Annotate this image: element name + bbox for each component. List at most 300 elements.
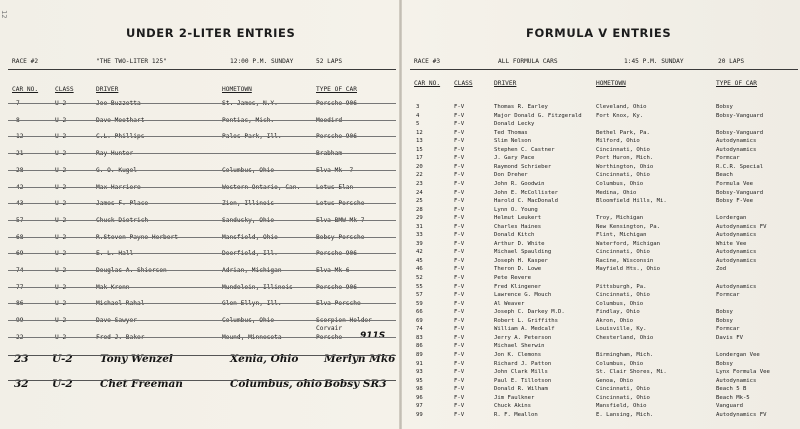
car-type: Formcar bbox=[716, 155, 740, 162]
car-class: F-V bbox=[454, 360, 465, 367]
car-class: F-V bbox=[454, 309, 465, 316]
hometown: Waterford, Michigan bbox=[596, 240, 660, 247]
row-underline bbox=[8, 287, 396, 288]
car-number: 5 bbox=[416, 121, 420, 128]
car-type: Davis FV bbox=[716, 334, 743, 341]
row-underline bbox=[8, 270, 396, 271]
race-number: RACE #2 bbox=[12, 58, 39, 65]
hometown: Troy, Michigan bbox=[596, 215, 644, 222]
hometown: Findlay, Ohio bbox=[596, 309, 640, 316]
row-underline bbox=[8, 170, 396, 171]
driver-name: Major Donald G. Fitzgerald bbox=[494, 112, 582, 119]
car-type: Autodynamics bbox=[716, 257, 757, 264]
car-class: F-V bbox=[454, 240, 465, 247]
car-class: F-V bbox=[454, 326, 465, 333]
car-number: 28 bbox=[16, 166, 24, 174]
row-underline bbox=[8, 355, 396, 356]
hometown: Columbus, Ohio bbox=[222, 317, 275, 325]
race-laps: 20 LAPS bbox=[718, 58, 745, 65]
car-number: 3 bbox=[416, 104, 420, 110]
hometown: Cincinnati, Ohio bbox=[596, 146, 650, 153]
car-number: 74 bbox=[16, 267, 24, 274]
hometown: Pontiac, Mich. bbox=[222, 116, 275, 124]
car-number: 28 bbox=[416, 206, 423, 213]
hometown: Adrian, Michigan bbox=[222, 267, 282, 274]
hometown: Genoa, Ohio bbox=[596, 377, 634, 384]
formula-v-title: FORMULA V ENTRIES bbox=[526, 26, 672, 40]
driver-name: Pete Revere bbox=[494, 275, 532, 281]
car-class: U-2 bbox=[55, 150, 67, 158]
car-number: 7 bbox=[16, 100, 20, 107]
driver-name: Tony Wenzel bbox=[100, 353, 173, 365]
car-number: 89 bbox=[416, 351, 423, 358]
car-class: F-V bbox=[454, 403, 465, 410]
row-underline bbox=[8, 237, 396, 238]
car-class: U-2 bbox=[55, 166, 67, 174]
driver-name: Ray Hunter bbox=[96, 150, 134, 158]
car-class: F-V bbox=[454, 215, 465, 222]
car-type: Formula Vee bbox=[716, 180, 754, 187]
car-class: U-2 bbox=[55, 100, 67, 107]
car-number: 45 bbox=[416, 257, 423, 264]
driver-name: Donald Lecky bbox=[494, 121, 535, 128]
car-type: Autodynamics FV bbox=[716, 411, 767, 418]
car-type: Porsche 906 bbox=[316, 133, 357, 141]
hometown: Columbus, ohio bbox=[230, 378, 322, 390]
hometown: Pittsburgh, Pa. bbox=[596, 283, 647, 290]
car-number: 29 bbox=[416, 215, 423, 222]
hometown: Louisville, Ky. bbox=[596, 326, 647, 333]
car-number: 13 bbox=[416, 138, 423, 145]
car-number: 95 bbox=[416, 377, 423, 384]
row-underline bbox=[8, 120, 396, 121]
header-rule bbox=[410, 69, 798, 70]
car-class: F-V bbox=[454, 206, 465, 213]
car-class: F-V bbox=[454, 172, 465, 179]
driver-name: James F. Place bbox=[96, 200, 149, 208]
car-type: Autodynamics bbox=[716, 283, 757, 290]
car-number: 66 bbox=[416, 309, 423, 316]
row-underline bbox=[8, 337, 396, 338]
car-number: 12 bbox=[416, 129, 423, 136]
car-type: White Vee bbox=[716, 240, 747, 247]
row-underline bbox=[8, 253, 396, 254]
car-class: F-V bbox=[454, 257, 465, 264]
race-laps: 52 LAPS bbox=[316, 58, 343, 65]
row-underline bbox=[8, 320, 396, 321]
car-type: Beach Mk-5 bbox=[716, 394, 750, 401]
driver-name: R.Steven Payne Herbert bbox=[96, 233, 178, 241]
car-class: F-V bbox=[454, 223, 465, 230]
car-class: U-2 bbox=[55, 200, 67, 208]
driver-name: J. Gary Pace bbox=[494, 155, 535, 162]
car-type: Moodird bbox=[316, 116, 343, 124]
car-number: 91 bbox=[416, 360, 423, 367]
car-class: F-V bbox=[454, 334, 465, 341]
car-class: F-V bbox=[454, 189, 465, 196]
car-number: 57 bbox=[416, 292, 423, 299]
driver-name: Joseph C. Darkey M.D. bbox=[494, 309, 565, 316]
car-class: F-V bbox=[454, 275, 465, 281]
car-number: 86 bbox=[16, 300, 24, 308]
header-rule bbox=[8, 69, 396, 70]
hometown: Flint, Michigan bbox=[596, 232, 647, 239]
car-class: F-V bbox=[454, 129, 465, 136]
col-driver: DRIVER bbox=[96, 86, 119, 93]
car-number: 97 bbox=[416, 403, 423, 410]
driver-name: Lawrence G. Mouch bbox=[494, 292, 552, 299]
row-underline bbox=[8, 303, 396, 304]
driver-name: Michael Sherwin bbox=[494, 343, 545, 350]
car-number: 99 bbox=[416, 411, 423, 418]
car-class: U-2 bbox=[55, 233, 67, 241]
car-number: 42 bbox=[16, 183, 24, 191]
driver-name: John Clark Mills bbox=[494, 369, 548, 376]
row-underline bbox=[8, 380, 396, 381]
car-number: 42 bbox=[416, 249, 423, 256]
car-type: Lordergan bbox=[716, 215, 747, 222]
race-name: "THE TWO-LITER 125" bbox=[96, 58, 167, 65]
car-type: Lotus Elan bbox=[316, 183, 354, 191]
car-class: F-V bbox=[454, 138, 465, 145]
hometown: St. Clair Shores, Mi. bbox=[596, 369, 667, 376]
car-type: Beach 5 B bbox=[716, 386, 747, 393]
car-number: 31 bbox=[416, 223, 423, 230]
driver-name: Charles Haines bbox=[494, 223, 542, 230]
driver-name: Michael Spaulding bbox=[494, 249, 552, 256]
car-class: F-V bbox=[454, 146, 465, 153]
driver-name: Donald R. Wilham bbox=[494, 386, 548, 393]
driver-name: Al Weaver bbox=[494, 300, 525, 307]
driver-name: R. F. Meallon bbox=[494, 411, 538, 418]
car-number: 22 bbox=[16, 333, 24, 341]
hometown: Akron, Ohio bbox=[596, 317, 634, 324]
driver-name: Fred Klingener bbox=[494, 283, 542, 290]
car-class: U-2 bbox=[55, 283, 67, 291]
hometown: Medina, Ohio bbox=[596, 189, 637, 196]
hometown: Worthington, Ohio bbox=[596, 163, 654, 170]
hometown: Cincinnati, Ohio bbox=[596, 386, 650, 393]
car-number: 99 bbox=[16, 317, 24, 325]
row-underline bbox=[8, 136, 396, 137]
car-type: Autodynamics bbox=[716, 232, 757, 239]
car-number: 8 bbox=[16, 116, 20, 124]
driver-name: Chuck Akins bbox=[494, 403, 532, 410]
hometown: Columbus, Ohio bbox=[596, 180, 644, 187]
driver-name: C.L. Phillips bbox=[96, 133, 145, 141]
handwritten-model-note: 911S bbox=[360, 330, 386, 341]
car-number: 21 bbox=[16, 150, 24, 158]
car-class: U-2 bbox=[55, 317, 67, 325]
car-type: Autodynamics bbox=[716, 138, 757, 145]
col-class: CLASS bbox=[55, 86, 74, 93]
car-class: F-V bbox=[454, 121, 465, 128]
car-class: U-2 bbox=[55, 333, 67, 341]
car-type: Porsche 906 bbox=[316, 100, 357, 107]
hometown: Cincinnati, Ohio bbox=[596, 394, 650, 401]
hometown: Bloomfield Hills, Mi. bbox=[596, 198, 667, 205]
car-type: Autodynamics bbox=[716, 249, 757, 256]
driver-name: Chet Freeman bbox=[100, 378, 183, 390]
hometown: Xenia, Ohio bbox=[230, 353, 299, 365]
driver-name: Arthur D. White bbox=[494, 240, 545, 247]
car-class: F-V bbox=[454, 266, 465, 273]
car-class: U-2 bbox=[55, 133, 67, 141]
car-number: 22 bbox=[416, 172, 423, 179]
car-number: 23 bbox=[416, 180, 423, 187]
driver-name: Helmut Leukert bbox=[494, 215, 542, 222]
car-number: 59 bbox=[416, 300, 423, 307]
driver-name: Paul E. Tillotson bbox=[494, 377, 552, 384]
car-type: Elva Mk -7 bbox=[316, 166, 354, 174]
driver-name: William A. Medcalf bbox=[494, 326, 555, 333]
hometown: Columbus, Ohio bbox=[596, 360, 644, 367]
car-number: 69 bbox=[416, 317, 423, 324]
driver-name: Max Harriere bbox=[96, 183, 141, 191]
car-number: 57 bbox=[16, 216, 24, 224]
col-car-no: CAR NO. bbox=[414, 80, 441, 87]
race-number: RACE #3 bbox=[414, 58, 441, 65]
driver-name: Michael Rahal bbox=[96, 300, 145, 308]
driver-name: Don Dreher bbox=[494, 172, 528, 179]
car-type: Bobsy bbox=[716, 360, 733, 367]
driver-name: John E. McCollister bbox=[494, 189, 558, 196]
race-name: ALL FORMULA CARS bbox=[498, 58, 558, 65]
car-type: Lotus-Porsche bbox=[316, 200, 365, 208]
under-2-liter-sheet bbox=[8, 0, 396, 429]
driver-name: Theron D. Lowe bbox=[494, 266, 542, 273]
car-class: F-V bbox=[454, 112, 465, 119]
row-underline bbox=[8, 220, 396, 221]
hometown: Chesterland, Ohio bbox=[596, 334, 654, 341]
car-type: Bobsy SR3 bbox=[324, 378, 387, 390]
hometown: Mundelein, Illinois bbox=[222, 283, 293, 291]
car-class: F-V bbox=[454, 163, 465, 170]
col-type: TYPE OF CAR bbox=[316, 86, 357, 93]
car-class: F-V bbox=[454, 104, 465, 110]
driver-name: Jerry A. Peterson bbox=[494, 334, 552, 341]
car-class: F-V bbox=[454, 292, 465, 299]
car-type: Porsche 906 bbox=[316, 283, 357, 291]
hometown: Fort Knox, Ky. bbox=[596, 112, 644, 119]
car-class: U-2 bbox=[55, 267, 67, 274]
car-type-line2: Corvair bbox=[316, 325, 343, 333]
car-class: U-2 bbox=[55, 183, 67, 191]
car-number: 69 bbox=[16, 250, 24, 258]
car-type: Lynx Formula Vee bbox=[716, 369, 770, 376]
hometown: E. Lansing, Mich. bbox=[596, 411, 654, 418]
car-class: F-V bbox=[454, 300, 465, 307]
car-number: 4 bbox=[416, 112, 420, 119]
car-number: 43 bbox=[16, 200, 24, 208]
driver-name: Donald Kitch bbox=[494, 232, 535, 239]
car-number: 17 bbox=[416, 155, 423, 162]
car-class: F-V bbox=[454, 180, 465, 187]
hometown: Glen Ellyn, Ill. bbox=[222, 300, 282, 308]
car-class: U-2 bbox=[55, 216, 67, 224]
col-car-no: CAR NO. bbox=[12, 86, 39, 93]
car-class: F-V bbox=[454, 411, 465, 418]
car-type: Bobsy-Vanguard bbox=[716, 189, 764, 196]
driver-name: Raymond Schrieber bbox=[494, 163, 552, 170]
car-number: 15 bbox=[416, 146, 423, 153]
car-number: 46 bbox=[416, 266, 423, 273]
car-class: F-V bbox=[454, 155, 465, 162]
car-number: 93 bbox=[416, 369, 423, 376]
car-number: 12 bbox=[16, 133, 24, 141]
hometown: Birmingham, Mich. bbox=[596, 351, 654, 358]
car-class: U-2 bbox=[55, 116, 67, 124]
driver-name: Richard J. Patton bbox=[494, 360, 552, 367]
car-number: 39 bbox=[416, 240, 423, 247]
hometown: Mansfield, Ohio bbox=[596, 403, 647, 410]
car-class: U-2 bbox=[55, 300, 67, 308]
hometown: Mound, Minnesota bbox=[222, 333, 282, 341]
car-type: Bobsy bbox=[716, 317, 733, 324]
hometown: Port Huron, Mich. bbox=[596, 155, 654, 162]
car-number: 55 bbox=[416, 283, 423, 290]
driver-name: Harold C. MacDonald bbox=[494, 198, 558, 205]
hometown: Western Ontario, Can. bbox=[222, 183, 301, 191]
page-fold bbox=[399, 0, 402, 429]
car-class: F-V bbox=[454, 394, 465, 401]
car-type: Elva BMW Mk-7 bbox=[316, 216, 365, 224]
car-type: Bobsy-Vanguard bbox=[716, 129, 764, 136]
car-type: Vanguard bbox=[716, 403, 743, 410]
hometown: Deerfield, Ill. bbox=[222, 250, 278, 258]
car-class: F-V bbox=[454, 198, 465, 205]
hometown: Zion, Illinois bbox=[222, 200, 275, 208]
driver-name: Robert L. Griffiths bbox=[494, 317, 558, 324]
driver-name: Ted Thomas bbox=[494, 129, 528, 136]
col-hometown: HOMETOWN bbox=[222, 86, 252, 93]
car-type: Porsche bbox=[316, 333, 343, 341]
col-hometown: HOMETOWN bbox=[596, 80, 626, 87]
hometown: Columbus, Ohio bbox=[222, 166, 275, 174]
car-number: 32 bbox=[14, 378, 29, 390]
driver-name: Slim Nelson bbox=[494, 138, 532, 145]
car-type: R.C.R. Special bbox=[716, 163, 764, 170]
car-type: Scorpion Holder bbox=[316, 317, 372, 325]
hometown: Cincinnati, Ohio bbox=[596, 249, 650, 256]
driver-name: Dave Moothart bbox=[96, 116, 145, 124]
driver-name: Thomas R. Earley bbox=[494, 104, 548, 110]
race-time: 1:45 P.M. SUNDAY bbox=[624, 58, 684, 65]
driver-name: Lynn O. Young bbox=[494, 206, 538, 213]
car-class: F-V bbox=[454, 317, 465, 324]
car-number: 24 bbox=[416, 189, 423, 196]
driver-name: Joe Buzzetta bbox=[96, 100, 141, 107]
driver-name: Jim Faulkner bbox=[494, 394, 535, 401]
car-class: F-V bbox=[454, 283, 465, 290]
car-number: 98 bbox=[416, 386, 423, 393]
row-underline bbox=[8, 187, 396, 188]
driver-name: Chuck Dietrich bbox=[96, 216, 149, 224]
driver-name: Dave Sawyer bbox=[96, 317, 137, 325]
driver-name: John R. Goodwin bbox=[494, 180, 545, 187]
car-number: 68 bbox=[16, 233, 24, 241]
car-class: U-2 bbox=[52, 353, 73, 365]
formula-v-sheet bbox=[410, 0, 798, 429]
car-type: Elva Porsche bbox=[316, 300, 361, 308]
car-type: Porsche 906 bbox=[316, 250, 357, 258]
car-class: F-V bbox=[454, 369, 465, 376]
car-type: Formcar bbox=[716, 292, 740, 299]
car-class: F-V bbox=[454, 386, 465, 393]
hometown: Sandusky, Ohio bbox=[222, 216, 275, 224]
row-underline bbox=[8, 203, 396, 204]
car-type: Elva Mk-6 bbox=[316, 267, 350, 274]
col-driver: DRIVER bbox=[494, 80, 517, 87]
car-class: F-V bbox=[454, 232, 465, 239]
page-edge-mark: 12 bbox=[0, 10, 8, 19]
driver-name: G. O. Kugel bbox=[96, 166, 137, 174]
car-type: Brabham bbox=[316, 150, 343, 158]
hometown: Mayfield Hts., Ohio bbox=[596, 266, 660, 273]
driver-name: Fred J. Baker bbox=[96, 333, 145, 341]
car-class: F-V bbox=[454, 351, 465, 358]
driver-name: Jon K. Clemons bbox=[494, 351, 542, 358]
hometown: Cleveland, Ohio bbox=[596, 104, 647, 110]
car-class: U-2 bbox=[55, 250, 67, 258]
car-type: Zod bbox=[716, 266, 727, 273]
car-type: Bobsy bbox=[716, 104, 733, 110]
car-number: 23 bbox=[14, 353, 29, 365]
hometown: Cincinnati, Ohio bbox=[596, 292, 650, 299]
car-type: Autodynamics bbox=[716, 146, 757, 153]
car-type: Bobsy F-Vee bbox=[716, 198, 754, 205]
car-type: Autodynamics bbox=[716, 377, 757, 384]
car-type: Bobsy bbox=[716, 309, 733, 316]
car-number: 20 bbox=[416, 163, 423, 170]
car-class: F-V bbox=[454, 343, 465, 350]
car-number: 25 bbox=[416, 198, 423, 205]
hometown: Cincinnati, Ohio bbox=[596, 172, 650, 179]
car-type: Beach bbox=[716, 172, 733, 179]
hometown: Milford, Ohio bbox=[596, 138, 640, 145]
row-underline bbox=[8, 153, 396, 154]
car-class: U-2 bbox=[52, 378, 73, 390]
car-type: Bobsy-Vanguard bbox=[716, 112, 764, 119]
car-type: Formcar bbox=[716, 326, 740, 333]
car-number: 33 bbox=[416, 232, 423, 239]
car-type: Londergan Vee bbox=[716, 351, 760, 358]
car-class: F-V bbox=[454, 377, 465, 384]
hometown: Columbus, Ohio bbox=[596, 300, 644, 307]
row-underline bbox=[8, 103, 396, 104]
car-number: 83 bbox=[416, 334, 423, 341]
car-number: 77 bbox=[16, 283, 24, 291]
car-number: 86 bbox=[416, 343, 423, 350]
car-type: Merlyn Mk6 bbox=[324, 353, 396, 365]
hometown: St. James, N.Y. bbox=[222, 100, 278, 107]
car-type: Autodynamics FV bbox=[716, 223, 767, 230]
hometown: Racine, Wisconsin bbox=[596, 257, 654, 264]
col-type: TYPE OF CAR bbox=[716, 80, 757, 87]
under-2-liter-title: UNDER 2-LITER ENTRIES bbox=[126, 26, 296, 40]
car-number: 52 bbox=[416, 275, 423, 281]
race-time: 12:00 P.M. SUNDAY bbox=[230, 58, 294, 65]
hometown: New Kensington, Pa. bbox=[596, 223, 660, 230]
hometown: Mansfield, Ohio bbox=[222, 233, 278, 241]
hometown: Palos Park, Ill. bbox=[222, 133, 282, 141]
hometown: Bethel Park, Pa. bbox=[596, 129, 650, 136]
car-number: 74 bbox=[416, 326, 423, 333]
driver-name: Mak Kronn bbox=[96, 283, 130, 291]
car-type: Bobsy-Porsche bbox=[316, 233, 365, 241]
driver-name: Joseph H. Kasper bbox=[494, 257, 548, 264]
driver-name: Stephen C. Castner bbox=[494, 146, 555, 153]
